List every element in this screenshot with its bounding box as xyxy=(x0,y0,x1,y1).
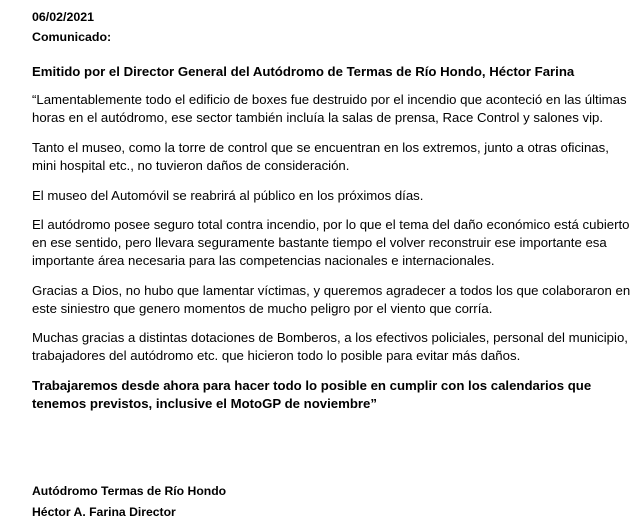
signature-name: Héctor A. Farina Director xyxy=(32,505,176,519)
paragraph-line: trabajadores del autódromo etc. que hicieron todo lo posible para evitar más daños. xyxy=(32,348,521,363)
paragraph-line: Gracias a Dios, no hubo que lamentar víctimas, y queremos agradecer a todos los que colaboraron en xyxy=(32,283,631,298)
paragraph-line: mini hospital etc., no tuvieron daños de consideración. xyxy=(32,158,350,173)
paragraph-line: horas en el autódromo, ese sector también incluía la salas de prensa, Race Control y salones vip. xyxy=(32,110,604,125)
paragraph-line: en ese sentido, pero llevara seguramente bastante tiempo el volver reconstruir ese importante esa xyxy=(32,235,607,250)
paragraph-line: “Lamentablemente todo el edificio de boxes fue destruido por el incendio que aconteció en las últimas xyxy=(32,92,627,107)
document-heading: Comunicado: xyxy=(32,30,112,44)
paragraph-line: Tanto el museo, como la torre de control que se encuentran en los extremos, junto a otras oficinas, xyxy=(32,140,609,155)
paragraph-thanks-god xyxy=(32,282,630,318)
paragraph-closing-statement xyxy=(32,377,591,413)
paragraph-line: El museo del Automóvil se reabrirá al público en los próximos días. xyxy=(32,188,424,203)
paragraph-line: este siniestro que genero momentos de mucho peligro por el viento que corría. xyxy=(32,301,493,316)
paragraph-line: Trabajaremos desde ahora para hacer todo lo posible en cumplir con los calendarios que xyxy=(32,378,592,393)
paragraph-museum-tower xyxy=(32,139,609,175)
issuer-line: Emitido por el Director General del Autódromo de Termas de Río Hondo, Héctor Farina xyxy=(32,64,575,79)
paragraph-line: tenemos previstos, inclusive el MotoGP de noviembre” xyxy=(32,396,377,411)
signature-organization: Autódromo Termas de Río Hondo xyxy=(32,484,227,498)
paragraph-line: Muchas gracias a distintas dotaciones de Bomberos, a los efectivos policiales, personal del municipio, xyxy=(32,330,628,345)
document-date: 06/02/2021 xyxy=(32,10,95,24)
paragraph-line: importante área necesaria para las competencias nacionales e internacionales. xyxy=(32,253,495,268)
paragraph-acknowledgements xyxy=(32,329,628,365)
paragraph-insurance xyxy=(32,216,629,270)
paragraph-museum-reopen xyxy=(32,187,423,205)
paragraph-boxes-destroyed xyxy=(32,91,627,127)
paragraph-line: El autódromo posee seguro total contra incendio, por lo que el tema del daño económico está cubierto xyxy=(32,217,630,232)
